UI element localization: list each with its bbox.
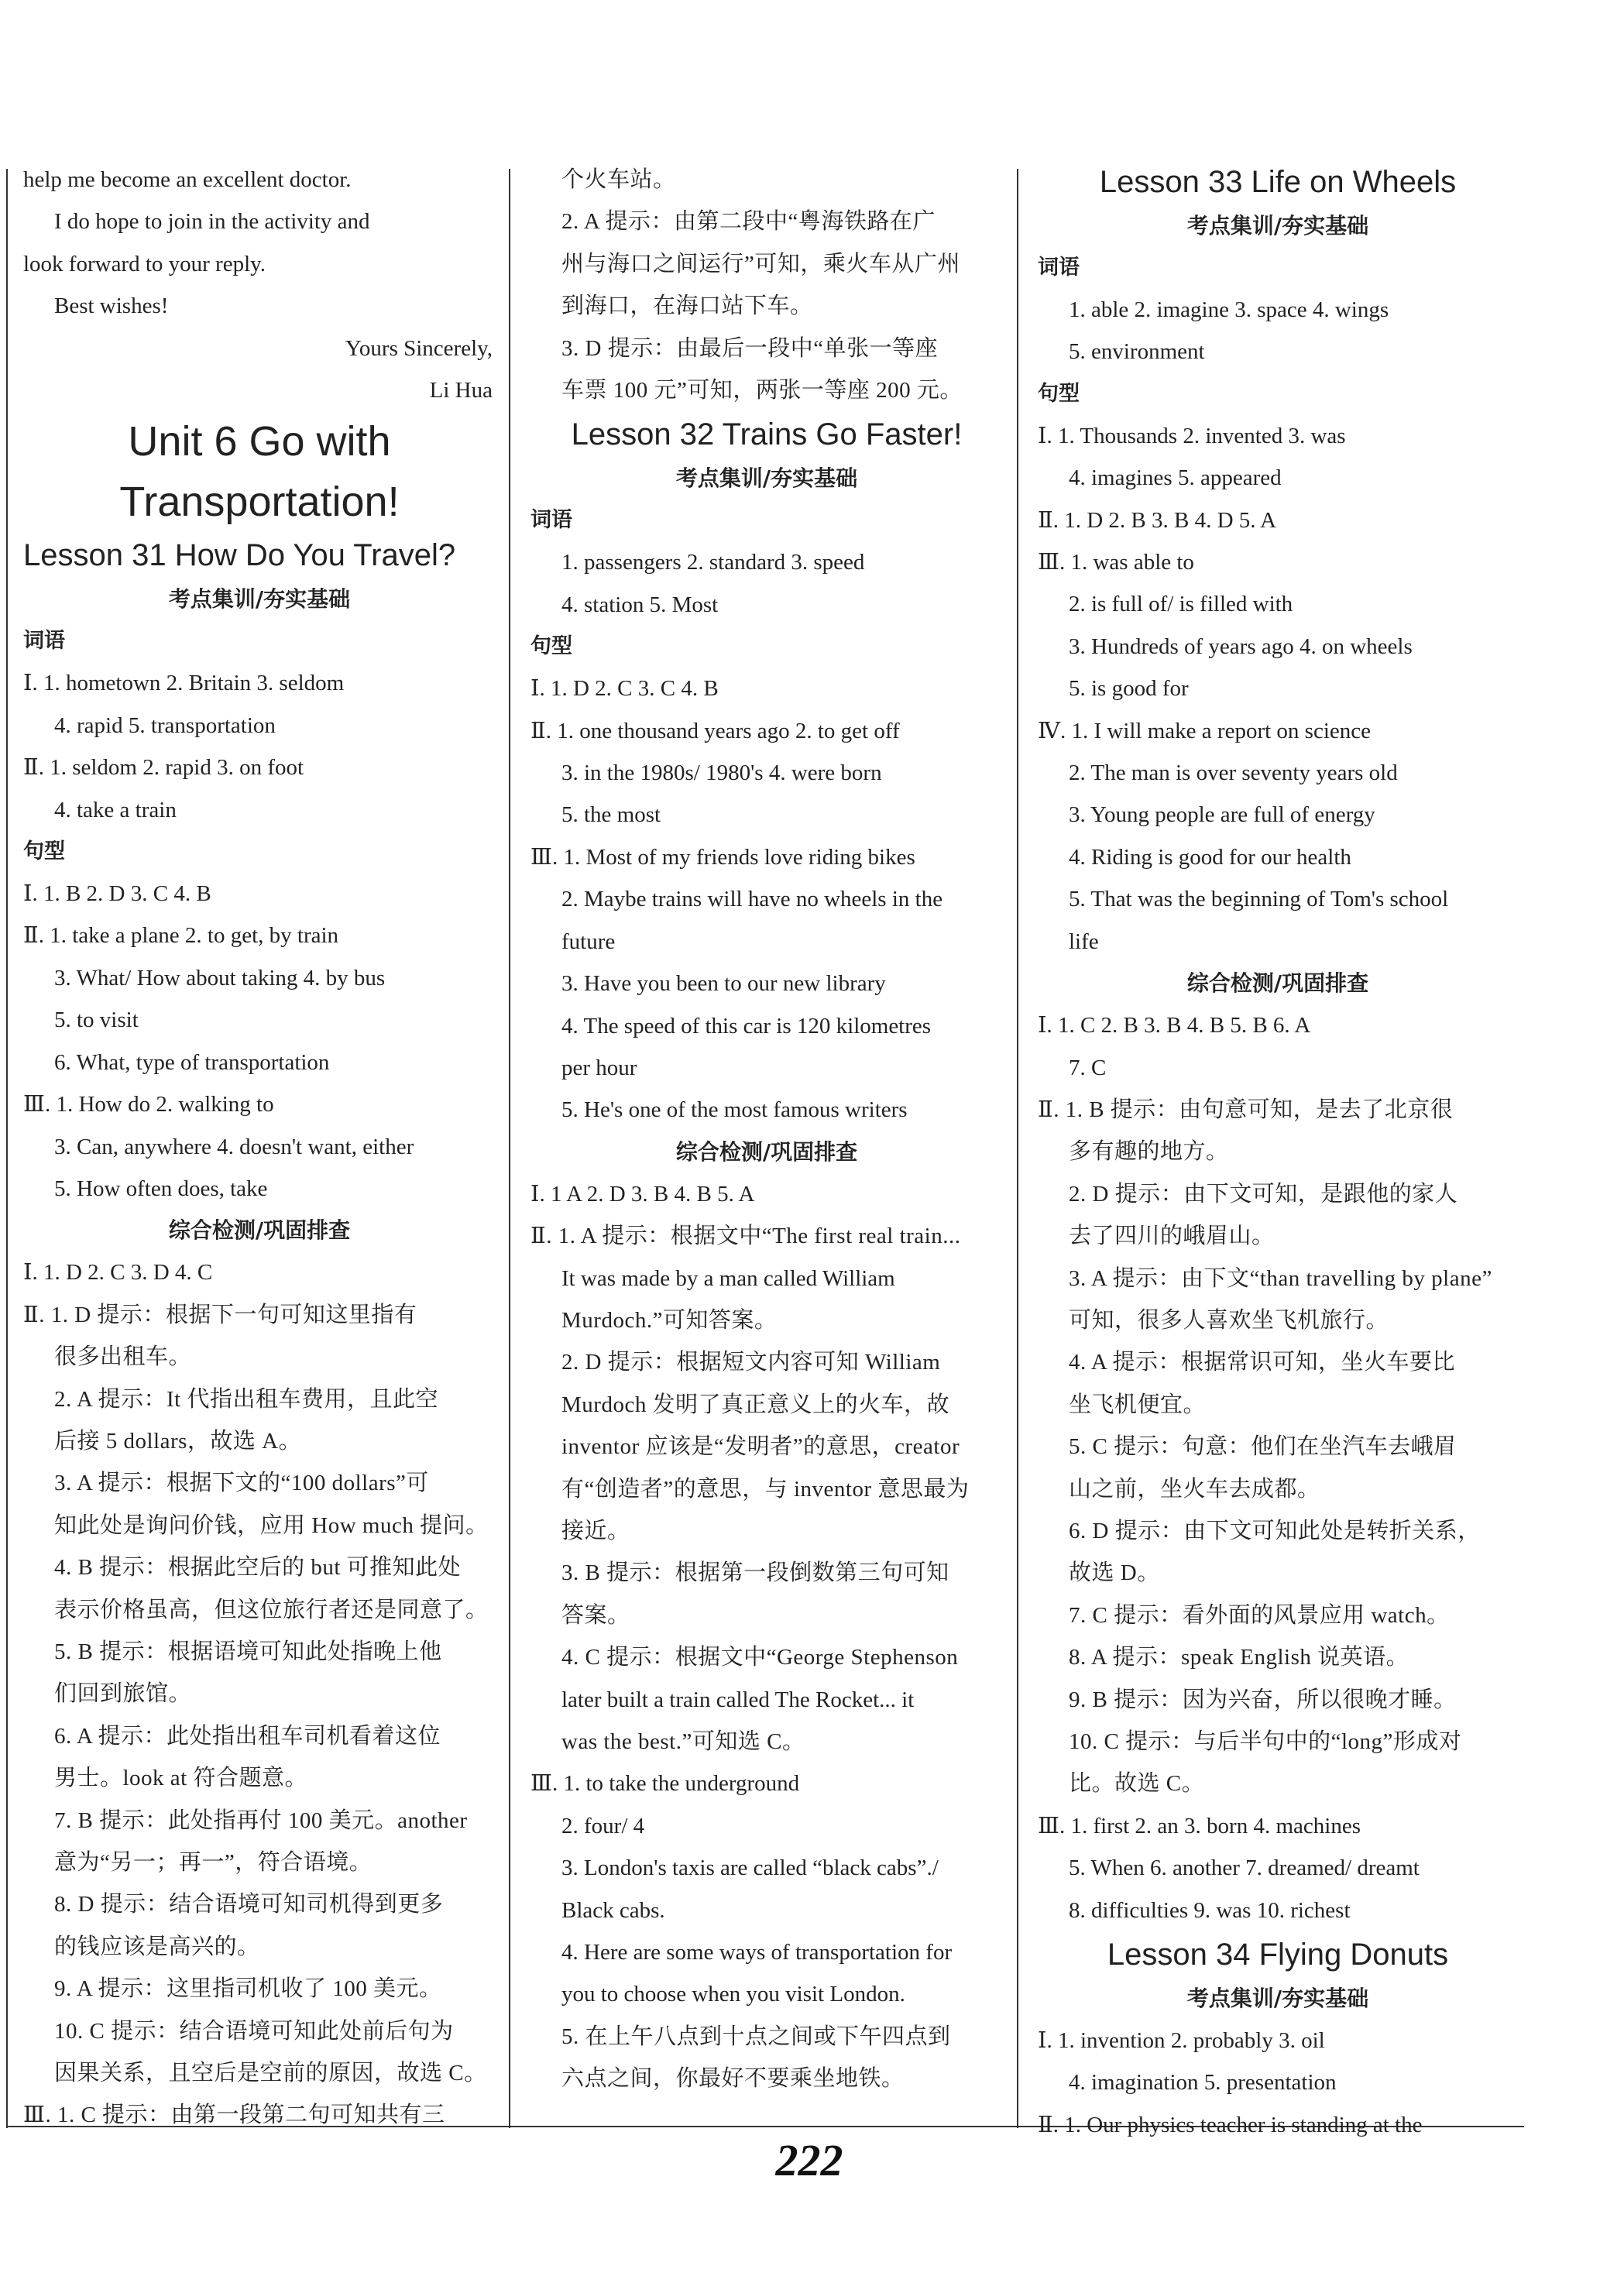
answer-line: 5. environment (1069, 339, 1205, 365)
answer-line: help me become an excellent doctor. (23, 167, 352, 192)
section-label: 词语 (530, 508, 572, 533)
answer-line: Ⅲ. 1. How do 2. walking to (23, 1092, 274, 1117)
answer-line: 4. B 提示：根据此空后的 but 可推知此处 (54, 1555, 462, 1581)
answer-line: 州与海口之间运行”可知，乘火车从广州 (561, 251, 960, 276)
subsection-heading: 考点集训/夯实基础 (168, 586, 351, 613)
answer-line: 7. B 提示：此处指再付 100 美元。another (54, 1807, 468, 1833)
answer-line: Ⅲ. 1. was able to (1038, 550, 1194, 575)
section-label: 词语 (1038, 256, 1080, 280)
answer-line: 8. A 提示：speak English 说英语。 (1069, 1645, 1409, 1670)
answer-line: Ⅰ. 1 A 2. D 3. B 4. B 5. A (530, 1181, 755, 1207)
answer-column-3 (1038, 159, 1518, 2146)
answer-line: 可知，很多人喜欢坐飞机旅行。 (1069, 1307, 1389, 1333)
answer-line: Ⅰ. 1. invention 2. probably 3. oil (1038, 2028, 1325, 2054)
lesson-heading: Lesson 33 Life on Wheels (1099, 165, 1457, 199)
answer-line: Ⅰ. 1. B 2. D 3. C 4. B (23, 881, 211, 907)
answer-line: 很多出租车。 (54, 1344, 192, 1370)
section-label: 词语 (23, 629, 65, 654)
answer-line: 坐飞机便宜。 (1069, 1392, 1207, 1417)
answer-line: 3. Have you been to our new library (561, 971, 886, 997)
answer-line: Murdoch 发明了真正意义上的火车，故 (561, 1392, 950, 1417)
answer-line: 3. What/ How about taking 4. by bus (54, 965, 386, 990)
answer-line: 到海口，在海口站下车。 (561, 294, 813, 319)
answer-line: Ⅱ. 1. B 提示：由句意可知，是去了北京很 (1038, 1097, 1454, 1122)
answer-column-2 (530, 159, 1003, 2100)
answer-line: Ⅲ. 1. to take the underground (530, 1771, 800, 1797)
answer-line: 5. B 提示：根据语境可知此处指晚上他 (54, 1639, 442, 1664)
answer-line: Ⅲ. 1. Most of my friends love riding bikes (530, 844, 915, 870)
answer-line: look forward to your reply. (23, 251, 266, 276)
answer-line: 5. When 6. another 7. dreamed/ dreamt (1069, 1855, 1420, 1881)
answer-line: 答案。 (561, 1602, 630, 1628)
answer-line: 4. imagination 5. presentation (1069, 2070, 1337, 2096)
answer-line: 的钱应该是高兴的。 (54, 1934, 260, 1959)
answer-line: 3. Can, anywhere 4. doesn't want, either (54, 1134, 414, 1159)
answer-line: I do hope to join in the activity and (54, 209, 370, 235)
answer-line: 2. is full of/ is filled with (1069, 592, 1293, 617)
lesson-heading: Lesson 32 Trains Go Faster! (571, 417, 963, 452)
answer-line: 4. take a train (54, 797, 177, 822)
answer-line: 8. D 提示：结合语境可知司机得到更多 (54, 1892, 444, 1917)
column-rule-right (1017, 169, 1018, 2128)
subsection-heading: 考点集训/夯实基础 (1186, 213, 1369, 239)
answer-line: 接近。 (561, 1518, 630, 1543)
answer-line: 男士。look at 符合题意。 (54, 1766, 307, 1791)
answer-line: you to choose when you visit London. (561, 1982, 905, 2007)
answer-line: It was made by a man called William (561, 1265, 895, 1291)
subsection-heading: 考点集训/夯实基础 (1186, 1986, 1369, 2012)
answer-line: 3. A 提示：根据下文的“100 dollars”可 (54, 1471, 429, 1496)
answer-line: Ⅱ. 1. D 2. B 3. B 4. D 5. A (1038, 507, 1277, 533)
answer-line: 车票 100 元”可知，两张一等座 200 元。 (561, 378, 963, 403)
answer-line: 5. He's one of the most famous writers (561, 1097, 908, 1123)
answer-line: later built a train called The Rocket... it (561, 1687, 915, 1712)
answer-line: Ⅱ. 1. take a plane 2. to get, by train (23, 923, 339, 949)
answer-line: 比。故选 C。 (1069, 1771, 1205, 1797)
section-label: 句型 (530, 634, 572, 659)
answer-line: 2. D 提示：根据短文内容可知 William (561, 1350, 941, 1375)
answer-line: 因果关系，且空后是空前的原因，故选 C。 (54, 2061, 487, 2086)
answer-line: Ⅲ. 1. C 提示：由第一段第二句可知共有三 (23, 2103, 445, 2128)
subsection-heading: 综合检测/巩固排查 (675, 1138, 858, 1165)
answer-line: Ⅱ. 1. Our physics teacher is standing at the (1038, 2112, 1423, 2137)
answer-line: 4. A 提示：根据常识可知，坐火车要比 (1069, 1350, 1455, 1375)
answer-line: Best wishes! (54, 294, 169, 319)
answer-line: 5. C 提示：句意：他们在坐汽车去峨眉 (1069, 1434, 1457, 1460)
answer-line: 2. The man is over seventy years old (1069, 760, 1398, 786)
unit-heading: Transportation! (119, 479, 400, 526)
answer-line: 5. the most (561, 802, 661, 828)
answer-line: 5. That was the beginning of Tom's school (1069, 887, 1449, 912)
answer-line: 后接 5 dollars，故选 A。 (54, 1428, 302, 1454)
answer-line: Ⅱ. 1. D 提示：根据下一句可知这里指有 (23, 1302, 417, 1327)
answer-line: 知此处是询问价钱，应用 How much 提问。 (54, 1512, 489, 1538)
column-rule-left (6, 169, 8, 2128)
answer-line: 2. Maybe trains will have no wheels in the (561, 887, 943, 912)
answer-line: 3. Hundreds of years ago 4. on wheels (1069, 633, 1413, 659)
section-label: 句型 (23, 839, 65, 864)
answer-line: 山之前，坐火车去成都。 (1069, 1476, 1320, 1502)
answer-line: Ⅰ. 1. D 2. C 3. C 4. B (530, 676, 719, 702)
answer-line: 4. rapid 5. transportation (54, 712, 276, 738)
answer-line: 9. B 提示：因为兴奋，所以很晚才睡。 (1069, 1687, 1457, 1712)
answer-line: 2. four/ 4 (561, 1813, 645, 1838)
answer-line: 6. A 提示：此处指出租车司机看着这位 (54, 1723, 441, 1749)
answer-line: 表示价格虽高，但这位旅行者还是同意了。 (54, 1597, 489, 1622)
answer-line: 4. Riding is good for our health (1069, 844, 1351, 870)
page-number: 222 (775, 2135, 843, 2185)
answer-line: 2. D 提示：由下文可知，是跟他的家人 (1069, 1181, 1458, 1207)
answer-line: 5. How often does, take (54, 1176, 268, 1201)
answer-line: 意为“另一；再一”，符合语境。 (54, 1850, 373, 1875)
answer-line: 7. C (1069, 1055, 1107, 1080)
answer-line: 4. Here are some ways of transportation for (561, 1940, 953, 1965)
answer-line: 4. C 提示：根据文中“George Stephenson (561, 1645, 959, 1670)
answer-line: 4. imagines 5. appeared (1069, 465, 1282, 491)
answer-line: Yours Sincerely, (345, 335, 493, 361)
answer-line: Ⅰ. 1. D 2. C 3. D 4. C (23, 1260, 213, 1286)
answer-line: 4. The speed of this car is 120 kilometres (561, 1013, 932, 1038)
lesson-heading: Lesson 34 Flying Donuts (1107, 1938, 1449, 1972)
answer-line: Ⅳ. 1. I will make a report on science (1038, 718, 1371, 743)
subsection-heading: 考点集训/夯实基础 (675, 465, 858, 492)
lesson-heading: Lesson 31 How Do You Travel? (23, 538, 456, 573)
answer-line: Li Hua (429, 378, 493, 403)
subsection-heading: 综合检测/巩固排查 (168, 1217, 351, 1244)
answer-line: future (561, 929, 616, 954)
answer-line: 9. A 提示：这里指司机收了 100 美元。 (54, 1976, 442, 2002)
answer-line: 5. to visit (54, 1008, 139, 1033)
answer-line: 10. C 提示：结合语境可知此处前后句为 (54, 2018, 454, 2044)
answer-line: 故选 D。 (1069, 1560, 1160, 1586)
answer-line: 有“创造者”的意思，与 inventor 意思最为 (561, 1476, 970, 1502)
answer-line: Ⅰ. 1. hometown 2. Britain 3. seldom (23, 671, 345, 696)
answer-line: 2. A 提示：It 代指出租车费用，且此空 (54, 1386, 438, 1412)
answer-line: 3. A 提示：由下文“than travelling by plane” (1069, 1265, 1492, 1291)
answer-line: 4. station 5. Most (561, 592, 719, 617)
answer-line: 们回到旅馆。 (54, 1681, 192, 1707)
answer-line: 7. C 提示：看外面的风景应用 watch。 (1069, 1602, 1450, 1628)
answer-line: 3. in the 1980s/ 1980's 4. were born (561, 760, 882, 786)
section-label: 句型 (1038, 381, 1080, 406)
answer-line: 10. C 提示：与后半句中的“long”形成对 (1069, 1729, 1462, 1754)
answer-line: 5. is good for (1069, 676, 1189, 702)
answer-line: Ⅱ. 1. A 提示：根据文中“The first real train... (530, 1224, 961, 1249)
answer-line: Black cabs. (561, 1897, 665, 1923)
answer-line: 6. What, type of transportation (54, 1049, 330, 1075)
answer-line: 六点之间，你最好不要乘坐地铁。 (561, 2066, 905, 2092)
answer-line: life (1069, 929, 1099, 954)
answer-line: 个火车站。 (561, 167, 676, 192)
answer-line: Ⅰ. 1. C 2. B 3. B 4. B 5. B 6. A (1038, 1013, 1311, 1038)
answer-line: Ⅰ. 1. Thousands 2. invented 3. was (1038, 423, 1346, 448)
answer-line: Murdoch.”可知答案。 (561, 1307, 778, 1333)
answer-line: 多有趣的地方。 (1069, 1139, 1229, 1165)
answer-line: 3. London's taxis are called “black cabs”./ (561, 1855, 939, 1881)
answer-line: 2. A 提示：由第二段中“粤海铁路在广 (561, 209, 936, 235)
answer-line: 1. able 2. imagine 3. space 4. wings (1069, 297, 1389, 322)
answer-line: Ⅱ. 1. seldom 2. rapid 3. on foot (23, 755, 304, 781)
answer-column-1 (23, 159, 496, 2137)
answer-line: 6. D 提示：由下文可知此处是转折关系， (1069, 1518, 1481, 1543)
answer-line: 3. B 提示：根据第一段倒数第三句可知 (561, 1560, 949, 1586)
answer-line: 1. passengers 2. standard 3. speed (561, 550, 865, 575)
column-rule-middle (509, 169, 510, 2128)
answer-line: inventor 应该是“发明者”的意思，creator (561, 1434, 960, 1460)
answer-line: 3. D 提示：由最后一段中“单张一等座 (561, 335, 939, 361)
answer-line: Ⅱ. 1. one thousand years ago 2. to get off (530, 718, 900, 743)
answer-line: per hour (561, 1055, 637, 1080)
answer-line: was the best.”可知选 C。 (561, 1729, 805, 1754)
subsection-heading: 综合检测/巩固排查 (1186, 970, 1369, 997)
answer-line: Ⅲ. 1. first 2. an 3. born 4. machines (1038, 1813, 1361, 1838)
answer-line: 5. 在上午八点到十点之间或下午四点到 (561, 2024, 951, 2049)
unit-heading: Unit 6 Go with (128, 418, 391, 465)
answer-line: 8. difficulties 9. was 10. richest (1069, 1897, 1351, 1923)
answer-line: 3. Young people are full of energy (1069, 802, 1375, 828)
answer-line: 去了四川的峨眉山。 (1069, 1224, 1275, 1249)
